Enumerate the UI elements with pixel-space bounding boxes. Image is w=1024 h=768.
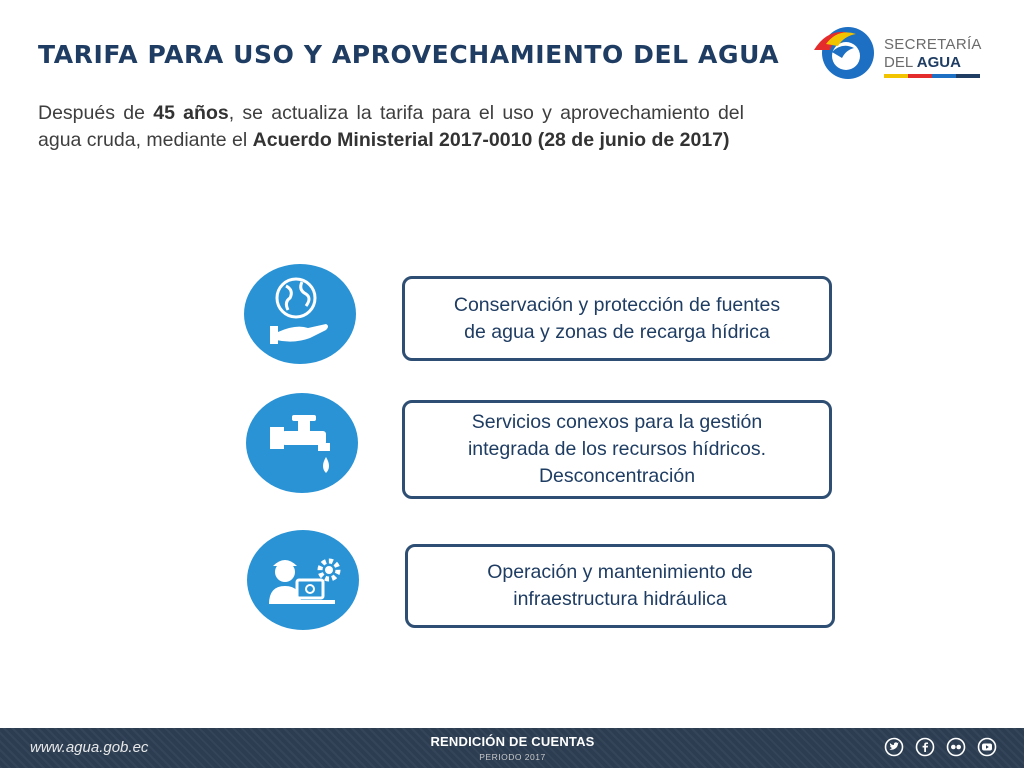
secretaria-del-agua-logo [808,22,988,84]
card-line: Conservación y protección de fuentes [453,293,781,316]
footer-main-text: RENDICIÓN DE CUENTAS [430,734,595,749]
flickr-icon[interactable] [946,737,966,757]
water-tap-icon [246,393,358,493]
footer-url-link[interactable]: www.agua.gob.ec [30,739,149,756]
card-line: infraestructura hidráulica [513,588,727,610]
facebook-icon[interactable] [915,737,935,757]
footer-sub-text: PERIODO 2017 [479,752,546,762]
twitter-icon[interactable] [884,737,904,757]
card-line: integrada de los recursos hídricos. [467,438,767,460]
page-title: TARIFA PARA USO Y APROVECHAMIENTO DEL AGUA [38,40,780,69]
card-line: de agua y zonas de recarga hídrica [464,320,770,343]
intro-paragraph: Después de 45 años, se actualiza la tarifa para el uso y aprovechamiento del agua cruda, mediante el Acuerdo Ministerial 2017-0010 (28 de junio de 2017) [38,102,744,151]
item-card-conservacion [402,276,832,361]
footer-bar [0,728,1024,768]
logo-line-2: DEL AGUA [884,54,961,71]
card-line: Servicios conexos para la gestión [471,411,763,433]
globe-in-hand-icon [244,264,356,364]
footer-title [430,734,595,762]
youtube-icon[interactable] [977,737,997,757]
engineer-gear-icon [247,530,359,630]
item-card-operacion [405,544,835,628]
item-card-servicios [402,400,832,499]
logo-color-bar [884,74,980,78]
logo-line-1: SECRETARÍA [884,36,982,53]
card-line: Desconcentración [538,465,696,487]
card-line: Operación y mantenimiento de [487,561,753,583]
logo-mark-icon [808,22,878,84]
